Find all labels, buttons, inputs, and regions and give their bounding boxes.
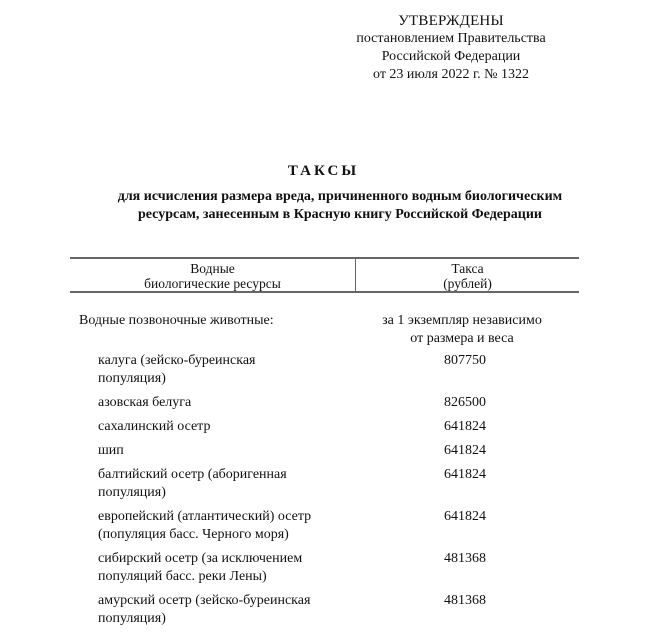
row-name bbox=[98, 352, 358, 388]
approval-line-1: постановлением Правительства bbox=[356, 31, 546, 46]
header-rate-line-1: Такса bbox=[451, 261, 484, 276]
approval-line-2: Российской Федерации bbox=[381, 49, 521, 64]
row-value: 641824 bbox=[444, 509, 486, 524]
approval-heading: УТВЕРЖДЕНЫ bbox=[398, 13, 504, 29]
row-name-line-1: сахалинский осетр bbox=[98, 419, 211, 434]
approval-line-3: от 23 июля 2022 г. № 1322 bbox=[373, 67, 529, 82]
row-value: 807750 bbox=[444, 353, 486, 368]
row-name-line-2: популяция) bbox=[98, 611, 166, 626]
section-unit bbox=[362, 312, 562, 348]
row-name bbox=[98, 550, 358, 586]
row-name-line-1: калуга (зейско-буреинская bbox=[98, 353, 256, 368]
header-resources-line-1: Водные bbox=[190, 261, 235, 276]
row-value: 481368 bbox=[444, 593, 486, 608]
row-name-line-2: популяция) bbox=[98, 485, 166, 500]
row-name-line-1: амурский осетр (зейско-буреинская bbox=[98, 593, 311, 608]
row-name-line-1: азовская белуга bbox=[98, 395, 192, 410]
header-resources-line-2: биологические ресурсы bbox=[144, 276, 281, 291]
row-name-line-2: популяция) bbox=[98, 371, 166, 386]
section-heading bbox=[79, 312, 599, 348]
row-name-line-1: сибирский осетр (за исключением bbox=[98, 551, 303, 566]
table-row bbox=[98, 442, 578, 460]
section-label: Водные позвоночные животные: bbox=[79, 313, 274, 328]
row-name-line-1: балтийский осетр (аборигенная bbox=[98, 467, 287, 482]
subtitle-line-1: для исчисления размера вреда, причиненного водным биологическим bbox=[117, 189, 563, 204]
table-row bbox=[98, 550, 578, 586]
row-name-line-2: (популяция басс. Черного моря) bbox=[98, 527, 289, 542]
header-resources bbox=[70, 259, 356, 291]
document-title: ТАКСЫ bbox=[287, 163, 360, 179]
row-name bbox=[98, 466, 358, 502]
table-row bbox=[98, 466, 578, 502]
table-row bbox=[98, 508, 578, 544]
row-value: 826500 bbox=[444, 395, 486, 410]
row-value: 641824 bbox=[444, 443, 486, 458]
row-name bbox=[98, 394, 358, 412]
row-value: 641824 bbox=[444, 419, 486, 434]
row-name-line-2: популяций басс. реки Лены) bbox=[98, 569, 267, 584]
table-row bbox=[98, 352, 578, 388]
row-value: 481368 bbox=[444, 551, 486, 566]
table-body bbox=[98, 352, 578, 634]
row-name-line-1: европейский (атлантический) осетр bbox=[98, 509, 312, 524]
row-value: 641824 bbox=[444, 467, 486, 482]
row-name-line-1: шип bbox=[98, 443, 124, 458]
table-row bbox=[98, 394, 578, 412]
section-unit-line-2: от размера и веса bbox=[410, 331, 514, 346]
table-row bbox=[98, 418, 578, 436]
document-subtitle bbox=[60, 188, 620, 224]
row-name bbox=[98, 508, 358, 544]
header-rate-line-2: (рублей) bbox=[443, 276, 492, 291]
approval-block bbox=[340, 12, 562, 84]
row-name bbox=[98, 592, 358, 628]
row-name bbox=[98, 442, 358, 460]
subtitle-line-2: ресурсам, занесенным в Красную книгу Российской Федерации bbox=[138, 207, 542, 222]
table-header bbox=[70, 257, 579, 293]
header-rate bbox=[356, 259, 579, 291]
table-row bbox=[98, 592, 578, 628]
row-name bbox=[98, 418, 358, 436]
section-unit-line-1: за 1 экземпляр независимо bbox=[382, 313, 542, 328]
